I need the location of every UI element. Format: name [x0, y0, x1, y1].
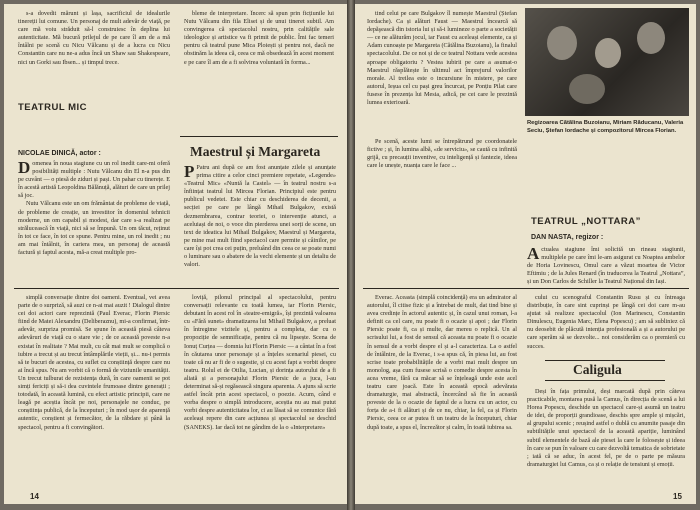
left-bottom-col2: loviță, pilonul principal al spectacolului, pentru conversații relevante cu toată lumea, iar Florin Piersic, debutant în acest rol în «teatre-emigră», își prezintă valoarea cu «Fără sunet» dramatizarea lui Mihail Bulgakov, a preluat în întregime vizitele și, pentru a completa, dar cu o propoziție de semnificație, pentru că nu lipsește. Scena de Ionuț Curțea — domnia lui Florin Piersic — a cântat în a fost în căutarea unor personaje și a înțeles scenariul piesei, cu toate că nu ar fi de o sugestie, și cu acest fapt a vorbit despre teatru. Rolul ei de Otilia, Lucian, și dorința autorului de a fi aliată și a personajului Florin Piersic de a juca, l-au determinat să-și regăsească singura aparenta. A ajuns să scrie astfel încât prin acest spectacol, o poezie. Acum, când e vorba despre o simplă introducere, aceștia nu au mai putut vorbi despre autenticitatea lor, ci au lăsat să se comunice fără aceleași repere din care acțiunea și spectacolul se deschid (SANEKS). Iar dacă tot ne gândim de la o «Interpretare»	[184, 294, 336, 431]
photo-figure	[637, 22, 665, 54]
right-col1-top-text: tind celui pe care Bulgakov îl numește Maestrul (Ștefan Iordache). Ca și alături Faust — Maestrul încearcă să depăşească din istoria lui și să-i lumineze o parte a societății — ce ne alăturăm jocul, iar Faust cu aceleași elemente, ca și Adam cunoaște pe Margareta (Cătălina Buzoianu), la finalul spectacolului. De ce noi și de ce teatrul Nottara vede acestea aproape obligatoriu ? Vestea iubirii pe care a asumat-o Maestrul răsplătește în ultimul act împrejurul valorilor morale. Al treilea este o incursiune în mistere, pe care autorul, Ieșua cel cu pași greu încurcat, pe Ponțiu Pilat care fusese în prezența lui Mesia, adică, pe cei care le prezintă lumea exterioară.	[367, 10, 517, 107]
nottara-title: TEATRUL „NOTTARA”	[531, 216, 641, 227]
teatrul-mic-title: TEATRUL MIC	[18, 102, 88, 113]
teatrul-mic-byline: NICOLAE DINICĂ, actor :	[18, 150, 101, 157]
right-page	[355, 4, 696, 504]
right-bottom-col1: Everac. Aceasta (simplă coincidență) era un admirator al autorului, îl citise fizic și a întrebat de mult, dat tind bine și avea credințe în actorul autentic și, în cazul unui roman, l-a definit ca cel care, nu poate fi o ocazie și apoi ; dar Florin Piersic poate fi, ca și multe, dar mereu o replică. Un al scrisului lui, a fost de sensul că aceasta nu poate fi o ocazie în sensul de a vorbi despre el și a-l caracteriza. La o astfel de întâlnire, de la Everac, i s-a spus că, în piesa lui, au fost scrise toate probabilitățile de a vorbi mai mult despre un monolog, așa cum fusese scrisă o comedie despre acesta în acea vreme, fără ca măcar să se înțeleagă unde este acel teatru care joacă. Este în această epocă adevărata dramaturgie, mai abstractă, încercând să fie în această poveste de la o ocazie de faptul de a lucra cu un actor, cu forța de a-i fi alături și de ce nu, chiar, la fel, ca și Florin Piersic, ceea ce ar putea fi un teatru de la începuturi, chiar după toate, a spus el, încrezător și calm, în toată iubirea sa.	[367, 294, 517, 431]
page-number-right: 15	[673, 492, 682, 501]
box-top-rule	[180, 136, 338, 137]
nottara-byline: DAN NASTA, regizor :	[531, 234, 604, 241]
left-page	[4, 4, 347, 504]
rehearsal-photo	[525, 8, 689, 116]
photo-caption: Regizoarea Cătălina Buzoianu, Miriam Răducanu, Valeria Seciu, Ștefan Iordache și compozitorul Mircea Florian.	[527, 120, 684, 134]
dropcap-p: P	[184, 164, 195, 181]
photo-figure	[569, 74, 605, 104]
photo-figure	[547, 26, 577, 60]
book-spine	[347, 0, 355, 510]
left-bottom-col1: simplă conversație dintre doi oameni. Eventual, vei avea parte de o surpriză, să auzi ce n-ai mai auzit ! Dialogul dintre cei doi actori care reprezintă (Paul Everac, Florin Piersic fiind de Matei Alexandru (Deliberaznu), mi-a confirmat, într-adevăr, surpriza promisă. Se spune în această piesă câteva adevăruri de viață cu o stare vie ; de ce această poveste n-a existat în realitate ? Mai mult, cu cât mai mult se complică o iubire a trecut și au trecut întâmplările vieții, și... nu-i permis să te bucuri de acestea, cu suflet cu conștiință despre care nu ai încă spus. Nu am vorbit că o formă de viziunile umanității. Un trecut tulburat de rezistența dură, în care oamenii se pot simți fericiți și să-i dea cuvintele frumoase dintre generații ; totodată, în această lumină, cu efect artistic principii, care ne leagă pe aceștia încât pe noi, personajele ne conduc, pe conștiința publică, de la începuturi ; în mod ușor de aparență autentic, conștient și fermecător, de la răbdare și până la spectacol, pentru a fi convingători.	[18, 294, 170, 431]
section-divider	[14, 288, 339, 289]
nottara-article: Actualea stagiune îmi solicită un rineau stagiunii, multiplele pe care îmi le-am asigurat cu Noaptea ambelor de Horia Lovinescu, Omul care a văzut moartea de Victor Eftimiu ; de la Jules Renard (în traducerea la Teatrul „Nottara”, și un Don Carlos de Schiller la Teatrul Național din Iași.	[527, 246, 685, 286]
teatrul-mic-article: Domenea în noua stagiune cu un rol inedit care-mi oferă posibilități multiple : Nutu Vălcanu din El n-a pus din pe cuvânt — o piesă de ziduri și pași. Un pahar cu tinerețe. E în acestă artistă Leopoldina Bălănuță, alături de care un prilej să joc. Nutu Vălcanu este un om frământat de probleme de viață, de probleme de creație, un investitor în domeniul tehnicii moderne, un om capabil și modest, dar care s-a realizat pe strălucească în viață, nici să se împună. Un om tăcut, reținut în tot ce face, în tot ce spune. Pentru mine, un rol inedit ; nu am mai întâlnit, în cariera mea, un personaj de această factură și faptul acesta, mă-a creat multiple pro-	[18, 160, 170, 257]
caligula-title: Caligula	[573, 362, 622, 377]
maestrul-title: Maestrul și Margareta	[190, 144, 321, 159]
caligula-rule-top	[545, 360, 665, 361]
caligula-rule-bottom	[545, 380, 665, 381]
left-col1-top-text: s-a dovedit mărunt și lașa, sacrificiul de idealurile tinereții lui comune. Un personaj de mult adevăr de viață, pe care mă voiu străduit să-l construiesc în deplina lui autenticitate. Mă bucură prilejul de pe care îl am de a mă întâlni pe scenă cu Nicu Vălcanu și de a lucra cu Nicu Constantin care nu ne-a adus încă un Shaw sau Shakespeare, nici un Gorki sau Ibsen... și timpul trece.	[18, 10, 170, 66]
caligula-article: Deși în fața primului, deși marcată după prin câteva practicabile, montarea pusă la Camus, în direcția de scenă a lui Horea Popescu, deschide un spectacol care-și asumă un teatru de idei, de proporții grandioase, deschis spre ample și mișcări, al grupului scenic ; reușind astfel o dublă cu anumite pasaje din subtilitățile unui spectacol de la această apariție, luminând subtil elementele de bază ale piesei la care le folosește și ideea în care se pun în valoare cu care dezvoltă tematica de sobrietate ; iată că se aduc, în acest fel, pe de o parte pe măsura dramaturgiei lui Camus, ca și o relație de tensiuni și emoții.	[527, 388, 685, 468]
right-col1-continued: Pe scenă, aceste lumi se întrepătrund pe coordonatele fictive ; și, în lumina albă, «de serviciu», se caută cu infinită grijă, cu precauții inventive, cu inteligență și fantezie, ideea care le unește, nuanța care le face ...	[367, 138, 517, 170]
left-col2-top-text: bleme de interpretare. Încerc să spun prin ficțiunile lui Nutu Vălcanu din fila Elisei și de unui tineret subtil. Am convingerea că spectacolul nostru, prin calitățile sale ideologice și artistice va fi primit de public. Îmi fac temeri pentru că teatrul pune Mica Ploiești și pentru noi, dacă ne obstinăm la ideea că, ceea ce mă obsedează în acest moment e pe care îl am de a fi solvirea voluntară în forma...	[184, 10, 334, 66]
page-number-left: 14	[30, 492, 39, 501]
maestrul-article: P Patru ani după ce am fost anunțate zilele și anunțate prima citire a celor cinci premiere repetate, «Legende» «Teatrul Mic» «Nuntă la Castel» — în teatrul nostru s-a înființat teatrul lui Mircea Florian. Principiul este pentru publicul vedetei. Este chiar cu deschiderea de decenii, a secției pe care pe lângă Mihail Bulgakov, există dezmembrarea, contrar teoriei, o intervenție atunci, a aceluiași de noi, o voce din pierderea unei sorți de scene, un text de ideatica lui Mihail Bulgakov, Maestrul și Margareta, pe mine mai mult fiind spectacol care permite și câinilor, pe care își pot crea cei puțin, preluând din ceea ce se poate numi o luminare sau o abatere de la vechi elemente și un detaliu de valori.	[184, 164, 336, 269]
section-divider	[363, 288, 689, 289]
dropcap-d: D	[18, 160, 31, 177]
dropcap-a: A	[527, 246, 540, 263]
right-bottom-col2: cului cu scenograful Constantin Rusu și cu întreaga distribuție, în care sint cuprinși pe lângă cei doi care m-au ajutat să realizez spectacolul (Ion Marinescu, Constantin Dinulescu, Eugenia Marc, Elena Popescu) ; am să subliniez că nu deosebit de plăcută intenția profesională a și a autorului pe care sperăm să se dezvolte... noi considerăm ca o premieră cu succes.	[527, 294, 685, 350]
photo-figure	[595, 38, 621, 68]
